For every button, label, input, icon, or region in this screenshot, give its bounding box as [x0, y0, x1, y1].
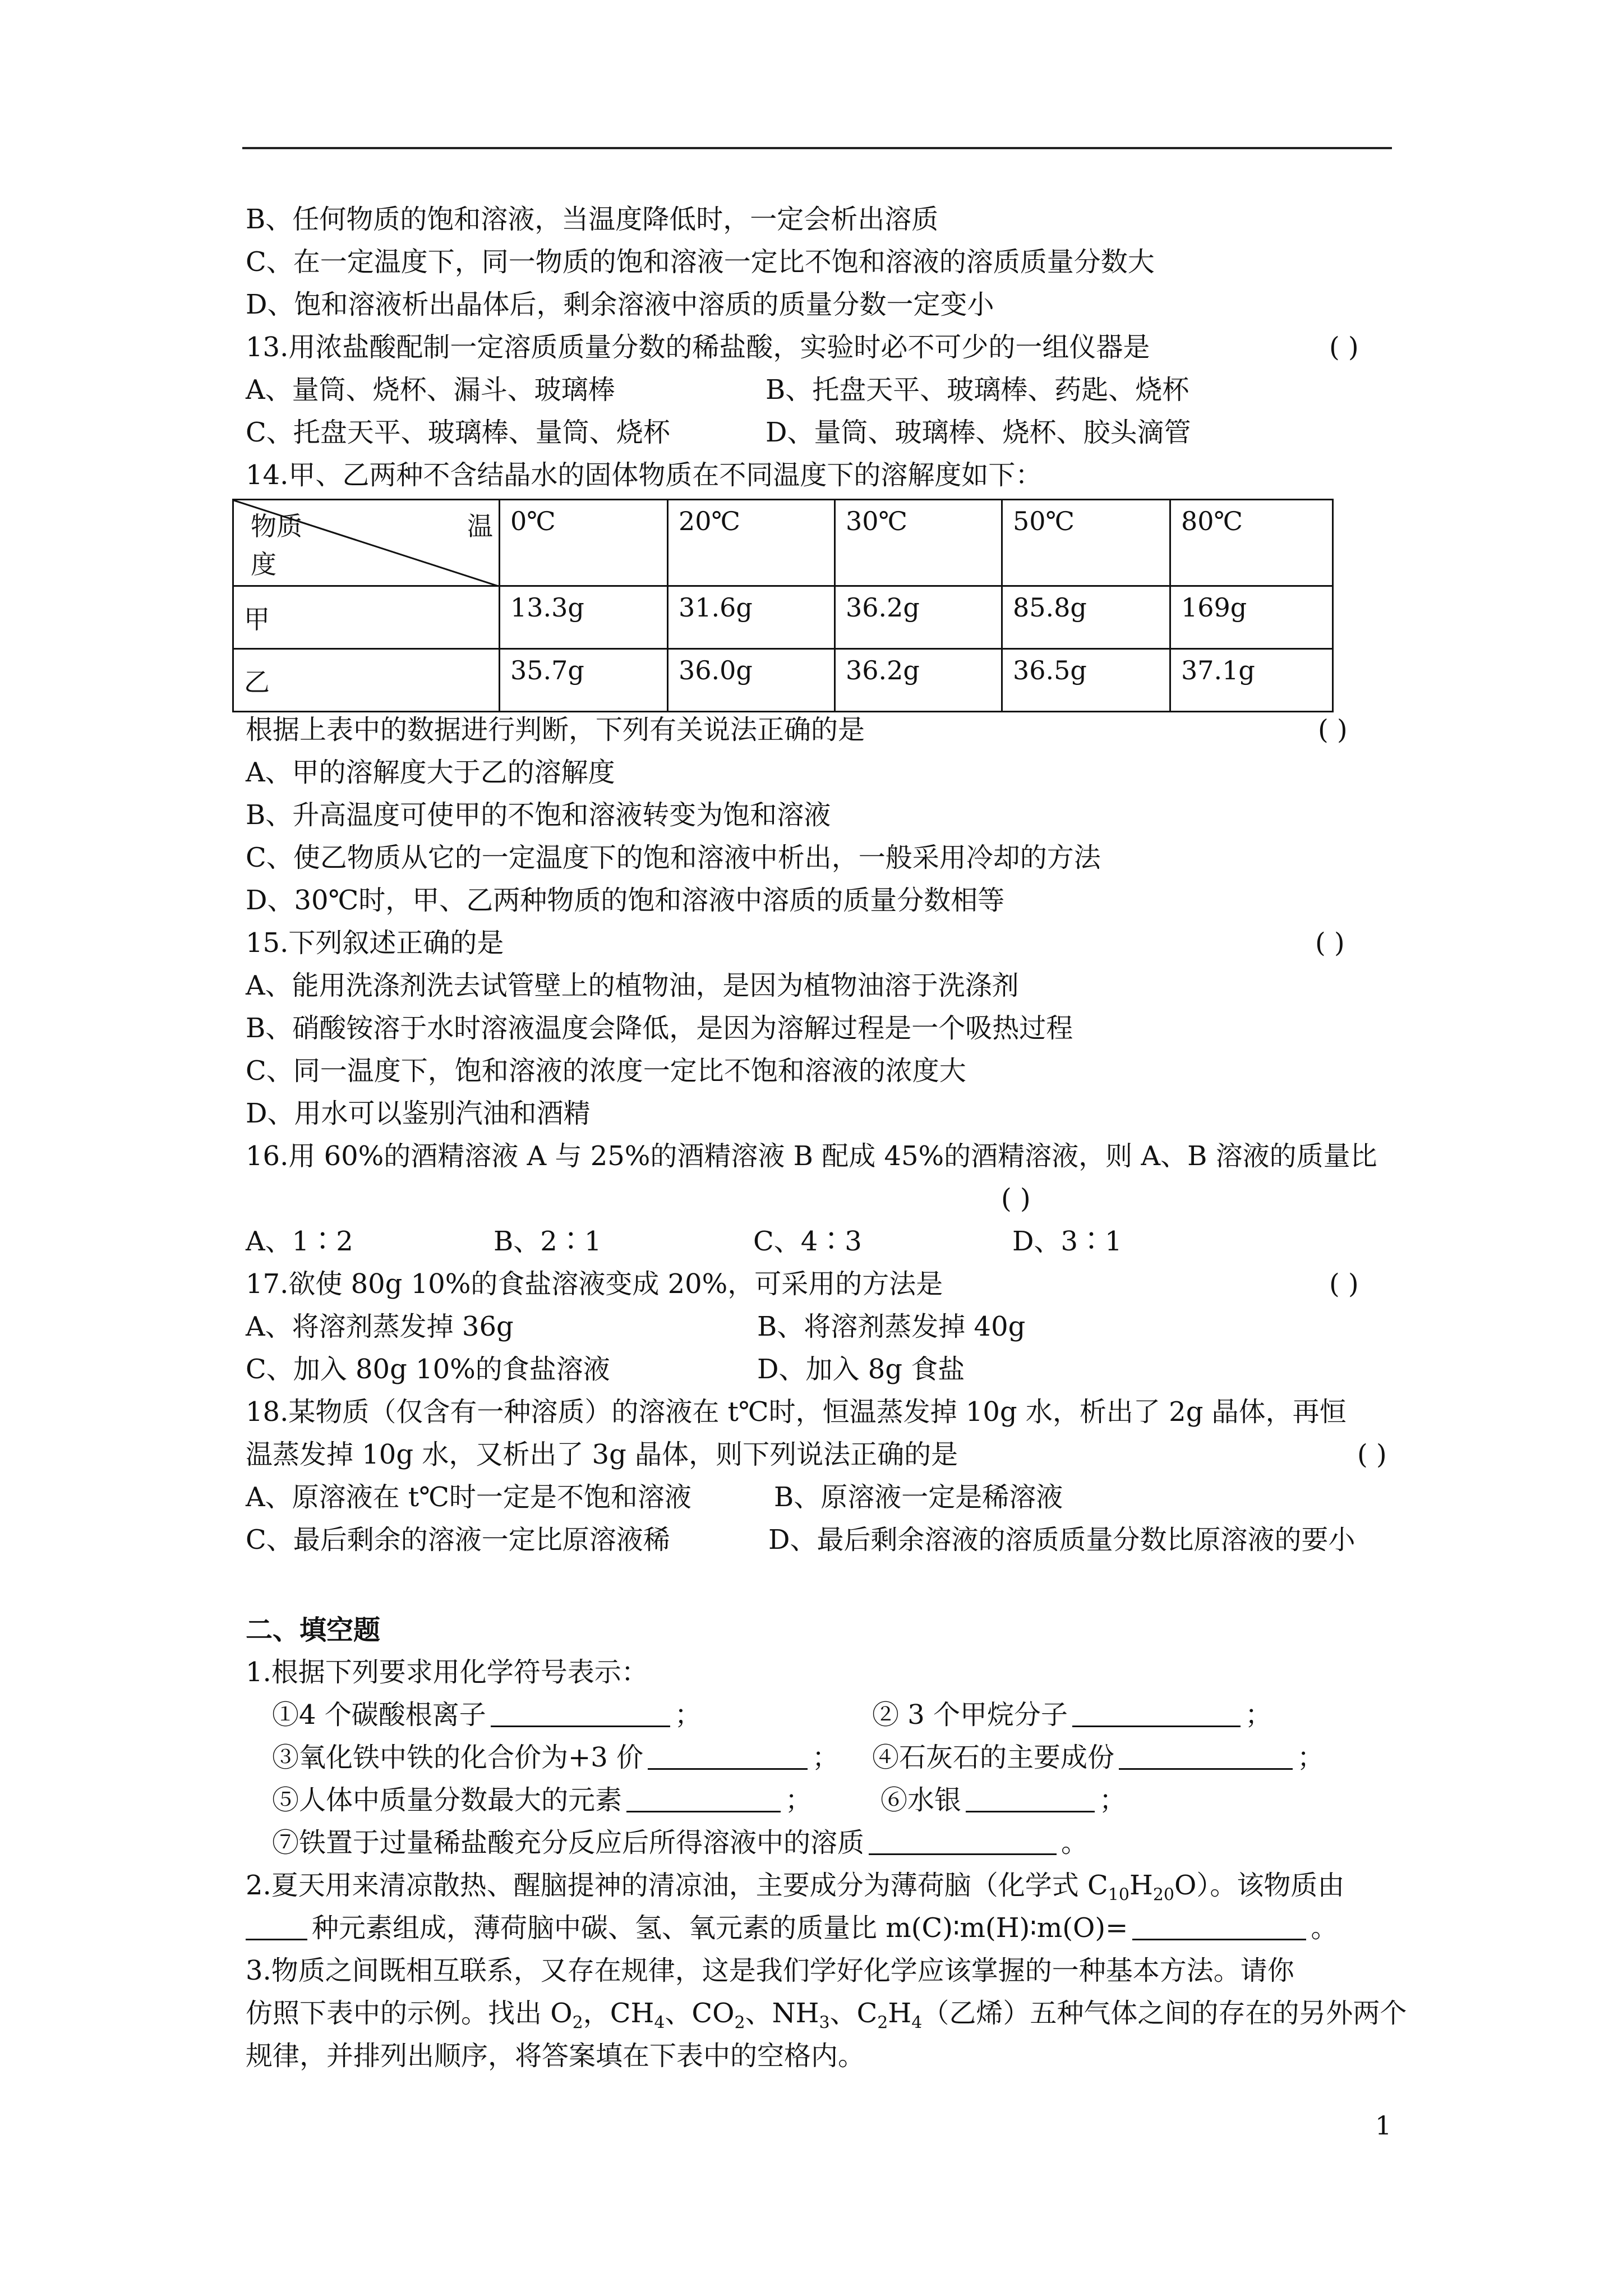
table-row	[233, 586, 1333, 649]
fill-q3-text: 、CO	[665, 1998, 735, 2029]
fill-q1-item3-label: ③氧化铁中铁的化合价为+3 价	[272, 1742, 644, 1773]
row-label-yi: 乙	[233, 649, 500, 712]
q13-option-b: B、托盘天平、玻璃棒、药匙、烧杯	[766, 374, 1189, 406]
answer-blank[interactable]	[1132, 1913, 1306, 1940]
answer-blank[interactable]	[966, 1785, 1095, 1812]
q17-answer-bracket: ( )	[1329, 1268, 1359, 1300]
fill-q3-text: ，CH	[583, 1998, 654, 2029]
solubility-table	[232, 499, 1334, 712]
q13-option-a: A、量筒、烧杯、漏斗、玻璃棒	[246, 374, 615, 406]
fill-q1-item2	[872, 1697, 1272, 1732]
fill-q2-text: O）。该物质由	[1174, 1870, 1345, 1901]
fill-q1-item6	[880, 1783, 1126, 1818]
answer-blank[interactable]	[491, 1700, 670, 1727]
table-cell: 37.1g	[1170, 649, 1333, 712]
table-cell: 36.2g	[835, 649, 1002, 712]
semicolon: ；	[812, 1742, 840, 1773]
fill-q2-text: H	[1129, 1870, 1153, 1901]
fill-q3-text: 仿照下表中的示例。找出 O	[246, 1998, 573, 2029]
table-cell: 13.3g	[500, 586, 668, 649]
table-cell: 36.5g	[1002, 649, 1170, 712]
q12-option-c: C、在一定温度下，同一物质的饱和溶液一定比不饱和溶液的溶质质量分数大	[246, 246, 1155, 278]
q14-option-a: A、甲的溶解度大于乙的溶解度	[246, 757, 615, 788]
table-cell: 169g	[1170, 586, 1333, 649]
q16-option-c: C、4∶3	[753, 1226, 862, 1257]
page-number: 1	[1375, 2110, 1392, 2141]
fill-q1-item4-label: ④石灰石的主要成份	[872, 1742, 1115, 1773]
fill-q1-item1-label: ①4 个碳酸根离子	[272, 1699, 486, 1731]
q17-option-a: A、将溶剂蒸发掉 36g	[246, 1311, 514, 1342]
q15-option-d: D、用水可以鉴别汽油和酒精	[246, 1098, 591, 1129]
period: 。	[1311, 1912, 1338, 1944]
subscript: 2	[572, 2013, 583, 2033]
q18-option-d: D、最后剩余溶液的溶质质量分数比原溶液的要小	[768, 1524, 1355, 1556]
q18-option-b: B、原溶液一定是稀溶液	[774, 1481, 1063, 1513]
fill-q2-line2	[246, 1911, 1338, 1945]
corner-label-temp: 温	[467, 511, 493, 541]
q18-answer-bracket: ( )	[1357, 1439, 1387, 1470]
fill-q1-item2-label: ② 3 个甲烷分子	[872, 1699, 1068, 1731]
q14-option-d: D、30℃时，甲、乙两种物质的饱和溶液中溶质的质量分数相等	[246, 885, 1005, 916]
temp-header: 0℃	[500, 500, 668, 586]
period: 。	[1061, 1827, 1089, 1858]
q16-stem: 16.用 60%的酒精溶液 A 与 25%的酒精溶液 B 配成 45%的酒精溶液，则 A、B 溶液的质量比	[246, 1140, 1377, 1172]
q15-stem: 15.下列叙述正确的是	[246, 927, 504, 959]
fill-q2-text: 种元素组成，薄荷脑中碳、氢、氧元素的质量比 m(C)∶m(H)∶m(O)=	[312, 1912, 1128, 1944]
fill-q3-text: 、C	[829, 1998, 878, 2029]
q15-option-a: A、能用洗涤剂洗去试管壁上的植物油，是因为植物油溶于洗涤剂	[246, 970, 1019, 1001]
table-corner-cell	[233, 500, 500, 586]
table-cell: 36.0g	[668, 649, 835, 712]
section-title: 二、填空题	[246, 1614, 381, 1646]
table-cell: 85.8g	[1002, 586, 1170, 649]
semicolon: ；	[1297, 1742, 1325, 1773]
fill-q1-item3	[272, 1740, 839, 1775]
q18-stem-line2: 温蒸发掉 10g 水，又析出了 3g 晶体，则下列说法正确的是	[246, 1439, 958, 1470]
q13-stem: 13.用浓盐酸配制一定溶质质量分数的稀盐酸，实验时必不可少的一组仪器是	[246, 332, 1150, 363]
temp-header: 80℃	[1170, 500, 1333, 586]
answer-blank[interactable]	[1119, 1742, 1293, 1770]
semicolon: ；	[785, 1784, 813, 1816]
fill-q1-item1	[272, 1697, 702, 1732]
q14-option-c: C、使乙物质从它的一定温度下的饱和溶液中析出，一般采用冷却的方法	[246, 842, 1101, 873]
corner-label-substance: 物质	[251, 511, 302, 541]
q17-option-d: D、加入 8g 食盐	[757, 1354, 965, 1385]
q15-option-c: C、同一温度下，饱和溶液的浓度一定比不饱和溶液的浓度大	[246, 1055, 966, 1087]
answer-blank[interactable]	[869, 1828, 1057, 1855]
q14-judge: 根据上表中的数据进行判断，下列有关说法正确的是	[246, 714, 865, 746]
fill-q3-line2	[246, 1996, 1407, 2041]
q16-option-d: D、3∶1	[1012, 1226, 1122, 1257]
semicolon: ；	[1099, 1784, 1127, 1816]
q17-option-c: C、加入 80g 10%的食盐溶液	[246, 1354, 610, 1385]
fill-q3-line1: 3.物质之间既相互联系，又存在规律，这是我们学好化学应该掌握的一种基本方法。请你	[246, 1955, 1294, 1986]
fill-q2-line1	[246, 1868, 1344, 1913]
subscript: 2	[734, 2013, 745, 2033]
q17-stem: 17.欲使 80g 10%的食盐溶液变成 20%，可采用的方法是	[246, 1268, 943, 1300]
fill-q3-text: 、NH	[745, 1998, 819, 2029]
table-row	[233, 649, 1333, 712]
q18-option-c: C、最后剩余的溶液一定比原溶液稀	[246, 1524, 670, 1556]
q12-option-b: B、任何物质的饱和溶液，当温度降低时，一定会析出溶质	[246, 204, 939, 235]
q14-stem: 14.甲、乙两种不含结晶水的固体物质在不同温度下的溶解度如下：	[246, 459, 1043, 491]
fill-q1-item7	[272, 1825, 1088, 1860]
header-rule	[242, 147, 1392, 149]
subscript: 4	[654, 2013, 665, 2033]
fill-q1-item5-label: ⑤人体中质量分数最大的元素	[272, 1784, 623, 1816]
q16-answer-bracket: ( )	[1001, 1183, 1031, 1214]
q18-option-a: A、原溶液在 t℃时一定是不饱和溶液	[246, 1481, 691, 1513]
subscript: 4	[911, 2013, 923, 2033]
semicolon: ；	[1245, 1699, 1272, 1731]
table-cell: 35.7g	[500, 649, 668, 712]
semicolon: ；	[674, 1699, 702, 1731]
fill-q3-text: H	[888, 1998, 912, 2029]
temp-header: 50℃	[1002, 500, 1170, 586]
q14-answer-bracket: ( )	[1318, 714, 1348, 746]
fill-q3-text: （乙烯）五种气体之间的存在的另外两个	[922, 1998, 1407, 2029]
answer-blank[interactable]	[626, 1785, 781, 1812]
answer-blank[interactable]	[1072, 1700, 1241, 1727]
fill-q3-line3: 规律，并排列出顺序，将答案填在下表中的空格内。	[246, 2040, 865, 2072]
q13-option-c: C、托盘天平、玻璃棒、量筒、烧杯	[246, 417, 670, 448]
q13-answer-bracket: ( )	[1329, 332, 1359, 363]
q15-option-b: B、硝酸铵溶于水时溶液温度会降低，是因为溶解过程是一个吸热过程	[246, 1013, 1073, 1044]
temp-header: 30℃	[835, 500, 1002, 586]
table-cell: 36.2g	[835, 586, 1002, 649]
q14-option-b: B、升高温度可使甲的不饱和溶液转变为饱和溶液	[246, 799, 831, 831]
q15-answer-bracket: ( )	[1315, 927, 1345, 959]
table-cell: 31.6g	[668, 586, 835, 649]
subscript: 10	[1108, 1885, 1129, 1905]
corner-label-du: 度	[251, 549, 276, 579]
fill-q2-text: 2.夏天用来清凉散热、醒脑提神的清凉油，主要成分为薄荷脑（化学式 C	[246, 1870, 1108, 1901]
q18-stem-line1: 18.某物质（仅含有一种溶质）的溶液在 t℃时，恒温蒸发掉 10g 水，析出了 2g 晶体，再恒	[246, 1396, 1347, 1428]
fill-q1-item4	[872, 1740, 1324, 1775]
subscript: 2	[877, 2013, 888, 2033]
subscript: 20	[1152, 1885, 1175, 1905]
fill-q1-item5	[272, 1783, 812, 1818]
temp-header: 20℃	[668, 500, 835, 586]
answer-blank[interactable]	[246, 1913, 307, 1940]
fill-q1-item7-label: ⑦铁置于过量稀盐酸充分反应后所得溶液中的溶质	[272, 1827, 865, 1858]
q17-option-b: B、将溶剂蒸发掉 40g	[757, 1311, 1026, 1342]
row-label-jia: 甲	[233, 586, 500, 649]
fill-q1-item6-label: ⑥水银	[880, 1784, 962, 1816]
q13-option-d: D、量筒、玻璃棒、烧杯、胶头滴管	[766, 417, 1191, 448]
q16-option-a: A、1∶2	[246, 1226, 353, 1257]
q12-option-d: D、饱和溶液析出晶体后，剩余溶液中溶质的质量分数一定变小	[246, 289, 994, 320]
subscript: 3	[819, 2013, 830, 2033]
answer-blank[interactable]	[648, 1742, 808, 1770]
fill-q1-stem: 1.根据下列要求用化学符号表示：	[246, 1657, 648, 1688]
q16-option-b: B、2∶1	[494, 1226, 602, 1257]
